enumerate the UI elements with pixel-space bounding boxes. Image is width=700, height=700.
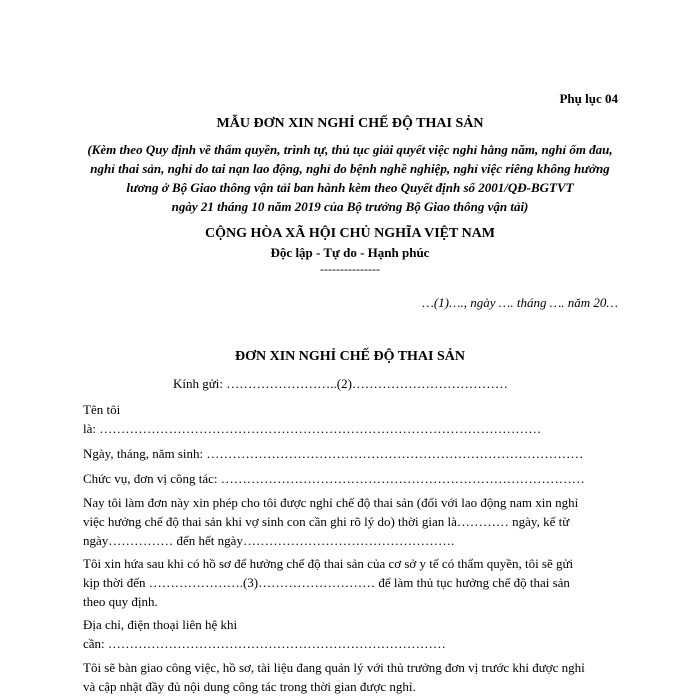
contact-field: cần: ……………………………………………………………………: [83, 636, 446, 651]
request-line: ngày…………… đến hết ngày………………………………………….: [83, 533, 455, 548]
place-date: …(1)…., ngày …. tháng …. năm 20…: [422, 295, 618, 310]
contact-label: Địa chỉ, điện thoại liên hệ khi: [83, 617, 238, 632]
handover-line: Tôi sẽ bàn giao công việc, hồ sơ, tài liệu đang quản lý với thủ trưởng đơn vị trước khi được nghỉ: [83, 660, 585, 675]
nation-heading: CỘNG HÒA XÃ HỘI CHỦ NGHĨA VIỆT NAM: [204, 226, 495, 241]
reference-note: [60, 140, 640, 216]
promise-line: kịp thời đến ………………….(3)……………………… để làm thủ tục hưởng chế độ thai sản: [83, 575, 570, 590]
promise-line: Tôi xin hứa sau khi có hồ sơ để hưởng chế độ thai sản của cơ sở y tế có thẩm quyền, tôi sẽ gửi: [83, 556, 574, 571]
reference-note-line: lương ở Bộ Giao thông vận tải ban hành kèm theo Quyết định số 2001/QĐ-BGTVT: [126, 180, 574, 195]
reference-note-line: nghỉ thai sản, nghỉ do tai nạn lao động, nghỉ do bệnh nghề nghiệp, nghỉ việc riêng không hưởng: [90, 161, 610, 176]
motto: Độc lập - Tự do - Hạnh phúc: [270, 245, 430, 260]
name-field: là: …………………………………………………………………………………………: [83, 421, 542, 436]
recipient-line: Kính gửi: ……………………..(2)………………………………: [173, 376, 508, 391]
position-field: Chức vụ, đơn vị công tác: …………………………………………………………………………: [83, 471, 585, 486]
form-title: MẪU ĐƠN XIN NGHỈ CHẾ ĐỘ THAI SẢN: [216, 116, 484, 131]
promise-line: theo quy định.: [83, 594, 158, 609]
reference-note-line: (Kèm theo Quy định về thẩm quyền, trình tự, thủ tục giải quyết việc nghỉ hằng năm, nghỉ ốm đau,: [87, 142, 613, 157]
dob-field: Ngày, tháng, năm sinh: ……………………………………………………………………………: [83, 446, 584, 461]
motto-underline: ---------------: [320, 262, 380, 276]
handover-line: và cập nhật đầy đủ nội dung công tác trong thời gian được nghỉ.: [83, 679, 416, 694]
request-line: Nay tôi làm đơn này xin phép cho tôi được nghỉ chế độ thai sản (đối với lao động nam xin nghỉ: [83, 495, 579, 510]
appendix-label: Phụ lục 04: [559, 91, 618, 106]
reference-note-line: ngày 21 tháng 10 năm 2019 của Bộ trưởng Bộ Giao thông vận tải): [171, 199, 529, 214]
application-title: ĐƠN XIN NGHỈ CHẾ ĐỘ THAI SẢN: [235, 349, 465, 364]
name-label: Tên tôi: [83, 402, 121, 417]
request-line: việc hưởng chế độ thai sản khi vợ sinh con cần ghi rõ lý do) thời gian là………… ngày, kể từ: [83, 514, 570, 529]
